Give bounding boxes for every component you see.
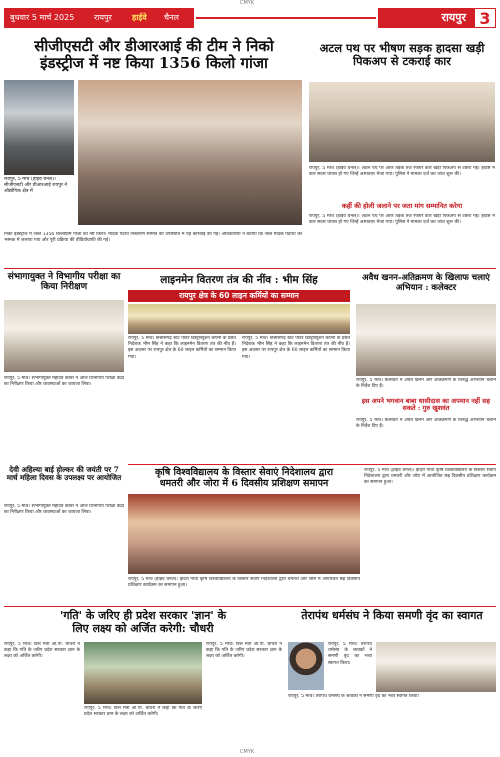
illegal-photo [356,304,496,376]
accident-photo [309,82,495,162]
krishi-headline-line1: कृषि विश्वविद्यालय के विस्तार सेवाएं निदेशालय द्वारा [154,467,334,478]
brand-name: हाईवे [132,13,147,22]
lineman-band: रायपुर क्षेत्र के 60 लाइन कर्मियों का सम्मान [128,290,350,302]
brand-suffix: चैनल [164,13,179,22]
masthead-left-bar [4,8,194,28]
terapanth-body-2: रायपुर, 5 मार्च। तेरापंथ धर्मसंघ के श्रावकों ने समणी वृंद का भव्य स्वागत किया। [328,642,372,666]
lead-body: निको इंडस्ट्रीज में जब्त 1356 किलोग्राम गांजा को नष्ट किया। मादक पदार्थ निस्तारण समिति की उपस्थिति में यह कार्रवाई की गई। अधिकारियों ने बताया कि जब्त मादक पदार्थों को भस्मक में जलाया गया और पूरी प्रक्रिया की वीडियोग्राफी की गई। [4,232,302,244]
cmyk-mark-top: CMYK [240,0,255,6]
lead-photo-main [78,80,302,225]
section-divider-2 [128,464,496,465]
accident-body-2: रायपुर, 5 मार्च (हाईवे चैनल)। अटल पथ पर आज तड़के तेज रफ्तार कार खड़ी पिकअप से टकरा गई। हादसे में कार सवार घायल हो गए जिन्हें अस्पताल भेजा गया। पुलिस ने मामला दर्ज कर जांच शुरू की। [309,214,495,226]
sambhag-body: रायपुर, 5 मार्च। संभागायुक्त महादेव कावरे ने आज विभागीय परीक्षा केंद्रों का निरीक्षण किया और व्यवस्थाओं का जायजा लिया। [4,376,124,388]
gati-headline-line2: लिए लक्ष्य को अर्जित करेगी: चौधरी [72,621,214,635]
issue-date: बुधवार 5 मार्च 2025 [10,13,75,22]
lead-headline-line1: सीजीएसटी और डीआरआई की टीम ने निको [34,37,274,55]
section-bar [378,8,496,28]
terapanth-body: रायपुर, 5 मार्च। तेरापंथ धर्मसंघ के श्रावकों ने समणी वृंद का भव्य स्वागत किया। [288,694,420,699]
illegal-subhead: इस अपने भगवान बाबा धासीदास का अपमान नहीं सह सकते : गुरु खुशवंत [361,397,491,413]
illegal-body: रायपुर, 5 मार्च। कलेक्टर ने अवैध खनन और अतिक्रमण के विरुद्ध अभियान चलाने के निर्देश दिए हैं। [356,378,496,390]
gati-headline [4,610,282,635]
lineman-body-1: रायपुर, 5 मार्च। छत्तीसगढ़ स्टेट पॉवर डिस्ट्रीब्यूशन कंपनी के प्रबंध निदेशक भीम सिंह ने कहा कि लाइनमेन वितरण तंत्र की नींव हैं। इस अवसर पर रायपुर क्षेत्र के 60 लाइन कर्मियों का सम्मान किया गया। [128,336,236,360]
edition-name: रायपुर [94,13,112,22]
accident-subhead: कहीं की होली जलाने पर जता मांग सम्मानित करेगा [341,202,463,210]
masthead-divider [196,17,376,19]
lead-caption: रायपुर, 5 मार्च (हाईवे चैनल)। सीजीएसटी और डीआरआई रायपुर ने औद्योगिक क्षेत्र में [4,177,74,227]
lineman-photo-strip [128,304,350,334]
krishi-headline [128,468,360,490]
lead-headline-line2: इंडस्ट्रीज में नष्ट किया 1356 किलो गांजा [40,54,268,73]
section-title: रायपुर [441,11,466,24]
page-number: 3 [474,8,496,28]
krishi-body-2: रायपुर, 5 मार्च (हाईवे चैनल)। इंदिरा गांधी कृषि विश्वविद्यालय के विस्तार सेवाएं निदेशालय द्वारा धमतरी और जोरा में आयोजित छह दिवसीय प्रशिक्षण कार्यक्रम का समापन हुआ। [364,468,496,486]
lead-photo-1 [4,80,74,175]
masthead [4,8,496,28]
accident-body: रायपुर, 5 मार्च (हाईवे चैनल)। अटल पथ पर आज तड़के तेज रफ्तार कार खड़ी पिकअप से टकरा गई। हादसे में कार सवार घायल हो गए जिन्हें अस्पताल भेजा गया। पुलिस ने मामला दर्ज कर जांच शुरू की। [309,166,495,178]
gati-photo [84,642,202,704]
illegal-headline: अवैध खनन-अतिक्रमण के खिलाफ चलाएं अभियान : कलेक्टर [362,273,490,293]
gati-headline-line1: 'गति' के जरिए ही प्रदेश सरकार 'ज्ञान' के [59,609,227,622]
krishi-body: रायपुर, 5 मार्च (हाईवे चैनल)। इंदिरा गांधी कृषि विश्वविद्यालय के विस्तार सेवाएं निदेशालय द्वारा धमतरी और जोरा में आयोजित छह दिवसीय प्रशिक्षण कार्यक्रम का समापन हुआ। [128,577,360,589]
lineman-body-2: रायपुर, 5 मार्च। छत्तीसगढ़ स्टेट पॉवर डिस्ट्रीब्यूशन कंपनी के प्रबंध निदेशक भीम सिंह ने कहा कि लाइनमेन वितरण तंत्र की नींव हैं। इस अवसर पर रायपुर क्षेत्र के 60 लाइन कर्मियों का सम्मान किया गया। [242,336,350,360]
accident-headline: अटल पथ पर भीषण सड़क हादसा खड़ी पिकअप से टकराई कार [319,41,485,69]
illegal-body-2: रायपुर, 5 मार्च। कलेक्टर ने अवैध खनन और अतिक्रमण के विरुद्ध अभियान चलाने के निर्देश दिए हैं। [356,418,496,430]
sambhag-photo [4,300,124,372]
devi-headline: देवी अहिल्या बाई होल्कर की जयंती पर 7 मार्च महिला दिवस के उपलक्ष्य पर आयोजित [6,465,122,483]
lineman-headline: लाइनमेन वितरण तंत्र की नींव : भीम सिंह [160,274,318,286]
section-divider-1 [4,268,496,269]
sambhag-headline: संभागायुक्त ने विभागीय परीक्षा का किया निरीक्षण [7,272,121,293]
gati-body-3: रायपुर, 5 मार्च। वित्त मंत्री ओ.पी. चौधरी ने कहा कि गति के जरिए प्रदेश सरकार ज्ञान के लक्ष्य को अर्जित करेगी। [206,642,282,660]
gati-body-2: रायपुर, 5 मार्च। वित्त मंत्री ओ.पी. चौधरी ने कहा कि गति के जरिए प्रदेश सरकार ज्ञान के लक्ष्य को अर्जित करेगी। [84,706,202,718]
krishi-headline-line2: धमतरी और जोरा में 6 दिवसीय प्रशिक्षण समापन [159,477,329,489]
cmyk-mark-bottom: CMYK [240,749,255,755]
terapanth-photo [376,642,496,692]
devi-body: रायपुर, 5 मार्च। संभागायुक्त महादेव कावरे ने आज विभागीय परीक्षा केंद्रों का निरीक्षण किया और व्यवस्थाओं का जायजा लिया। [4,504,124,516]
section-divider-3 [4,606,496,607]
terapanth-headline: तेरापंथ धर्मसंघ ने किया समणी वृंद का स्वागत [301,609,483,622]
terapanth-portrait [288,642,324,690]
lead-headline [4,38,304,73]
gati-body-1: रायपुर, 5 मार्च। वित्त मंत्री ओ.पी. चौधरी ने कहा कि गति के जरिए प्रदेश सरकार ज्ञान के लक्ष्य को अर्जित करेगी। [4,642,80,660]
krishi-photo [128,494,360,574]
